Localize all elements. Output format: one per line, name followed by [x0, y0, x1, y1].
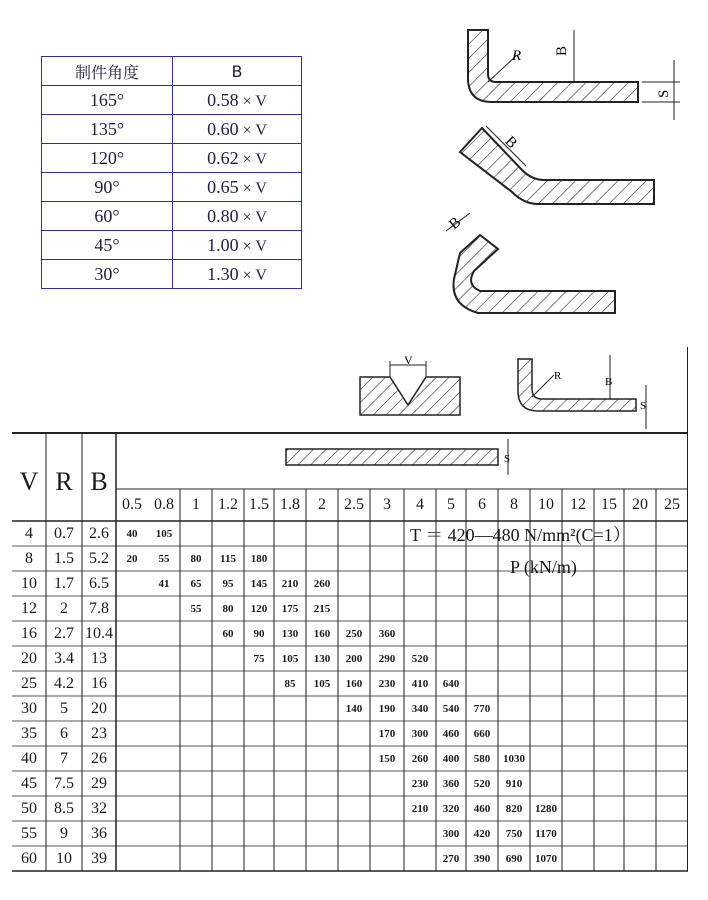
force-value-cell: 130	[313, 653, 331, 665]
row-v-cell: 10	[21, 575, 37, 592]
force-value-cell: 1280	[535, 803, 557, 815]
thickness-header: 2.5	[344, 496, 364, 513]
force-value-cell: 40	[126, 528, 138, 540]
thickness-header: 12	[570, 496, 586, 513]
row-v-cell: 20	[21, 650, 37, 667]
force-value-cell: 520	[473, 778, 491, 790]
force-value-cell: 160	[313, 628, 331, 640]
force-value-cell: 180	[250, 553, 268, 565]
thickness-header: 15	[601, 496, 617, 513]
force-value-cell: 660	[473, 728, 491, 740]
force-value-cell: 640	[442, 678, 460, 690]
row-v-cell: 45	[21, 775, 37, 792]
force-value-cell: 65	[190, 578, 202, 590]
row-b-cell: 7.8	[89, 600, 109, 617]
row-r-cell: 2.7	[54, 625, 74, 642]
bend-angle-table	[41, 56, 302, 289]
row-b-cell: 2.6	[89, 525, 109, 542]
header-b: B	[173, 57, 302, 86]
force-value-cell: 270	[442, 853, 460, 865]
row-r-cell: 2	[60, 600, 68, 617]
col-header-v: V	[19, 467, 39, 496]
angle-table-row	[42, 173, 302, 202]
svg-text:R: R	[554, 370, 562, 382]
svg-text:S: S	[640, 400, 647, 412]
svg-text:S: S	[656, 89, 672, 98]
force-value-cell: 690	[505, 853, 523, 865]
thickness-header: 5	[447, 496, 455, 513]
angle-cell: 90°	[42, 173, 173, 202]
svg-text:V: V	[404, 353, 413, 367]
multiplier-text: × V	[242, 179, 267, 197]
force-value-cell: 160	[345, 678, 363, 690]
force-value-cell: 55	[190, 603, 202, 615]
coefficient-cell	[173, 144, 302, 173]
svg-text:R: R	[512, 48, 522, 64]
thickness-header: 1.8	[280, 496, 300, 513]
thickness-header: 1.2	[218, 496, 238, 513]
force-value-cell: 750	[505, 828, 523, 840]
force-value-cell: 460	[473, 803, 491, 815]
force-value-cell: 190	[378, 703, 396, 715]
row-r-cell: 10	[56, 850, 72, 867]
coefficient-cell	[173, 86, 302, 115]
coefficient-cell	[173, 202, 302, 231]
thickness-header: 6	[478, 496, 486, 513]
force-value-cell: 145	[250, 578, 268, 590]
force-value-cell: 250	[345, 628, 363, 640]
row-b-cell: 6.5	[89, 575, 109, 592]
row-r-cell: 7	[60, 750, 68, 767]
multiplier-text: × V	[242, 266, 267, 284]
flange-drawing-middle	[452, 120, 662, 215]
force-value-cell: 360	[378, 628, 396, 640]
force-value-cell: 340	[411, 703, 429, 715]
tensile-strength-note: T ＝ 420—480 N/mm²(C=1）	[410, 525, 631, 545]
multiplier-text: × V	[242, 92, 267, 110]
force-value-cell: 230	[411, 778, 429, 790]
force-value-cell: 1030	[503, 753, 525, 765]
thickness-header: 1.5	[249, 496, 269, 513]
force-value-cell: 20	[126, 553, 138, 565]
thickness-header: 0.8	[154, 496, 174, 513]
angle-table-row	[42, 115, 302, 144]
force-value-cell: 540	[442, 703, 460, 715]
force-value-cell: 60	[222, 628, 234, 640]
svg-text:B: B	[501, 133, 520, 152]
force-value-cell: 95	[222, 578, 234, 590]
force-value-cell: 290	[378, 653, 396, 665]
angle-table-row	[42, 86, 302, 115]
row-b-cell: 13	[91, 650, 107, 667]
row-r-cell: 5	[60, 700, 68, 717]
angle-cell: 30°	[42, 260, 173, 289]
thickness-header: 8	[510, 496, 518, 513]
force-value-cell: 105	[281, 653, 299, 665]
force-value-cell: 770	[473, 703, 491, 715]
angle-cell: 45°	[42, 231, 173, 260]
coefficient-cell	[173, 173, 302, 202]
force-value-cell: 105	[313, 678, 331, 690]
force-value-cell: 460	[442, 728, 460, 740]
thickness-header: 0.5	[122, 496, 142, 513]
coefficient-cell	[173, 231, 302, 260]
row-r-cell: 7.5	[54, 775, 74, 792]
bend-drawing-small	[518, 355, 646, 429]
row-v-cell: 8	[25, 550, 33, 567]
row-r-cell: 0.7	[54, 525, 74, 542]
multiplier-text: × V	[242, 121, 267, 139]
row-v-cell: 60	[21, 850, 37, 867]
force-value-cell: 820	[505, 803, 523, 815]
force-value-cell: 260	[411, 753, 429, 765]
coefficient-cell	[173, 260, 302, 289]
force-value-cell: 80	[190, 553, 202, 565]
multiplier-text: × V	[242, 208, 267, 226]
force-value-cell: 170	[378, 728, 396, 740]
press-brake-force-table	[8, 347, 688, 883]
row-v-cell: 30	[21, 700, 37, 717]
force-value-cell: 1170	[535, 828, 557, 840]
force-value-cell: 130	[281, 628, 299, 640]
force-value-cell: 420	[473, 828, 491, 840]
force-value-cell: 300	[411, 728, 429, 740]
row-b-cell: 36	[91, 825, 107, 842]
angle-cell: 60°	[42, 202, 173, 231]
row-v-cell: 4	[25, 525, 33, 542]
svg-text:B: B	[605, 376, 613, 388]
force-value-cell: 105	[155, 528, 173, 540]
force-value-cell: 85	[284, 678, 296, 690]
thickness-header: 10	[538, 496, 554, 513]
flange-drawing-top	[450, 20, 690, 130]
force-value-cell: 120	[250, 603, 268, 615]
coefficient-value: 0.60	[207, 118, 239, 139]
force-value-cell: 215	[313, 603, 331, 615]
row-b-cell: 32	[91, 800, 107, 817]
sheet-thickness-drawing	[286, 439, 510, 475]
header-part-angle: 制件角度	[42, 57, 173, 86]
force-value-cell: 55	[158, 553, 170, 565]
svg-text:B: B	[554, 45, 570, 56]
row-r-cell: 6	[60, 725, 68, 742]
flange-drawing-bottom	[440, 205, 620, 320]
v-die-drawing	[360, 353, 460, 415]
thickness-header: 2	[318, 496, 326, 513]
angle-cell: 120°	[42, 144, 173, 173]
thickness-header: 25	[664, 496, 680, 513]
coefficient-value: 1.00	[207, 234, 239, 255]
force-value-cell: 260	[313, 578, 331, 590]
angle-table-row	[42, 202, 302, 231]
force-value-cell: 175	[281, 603, 299, 615]
row-v-cell: 40	[21, 750, 37, 767]
force-value-cell: 520	[411, 653, 429, 665]
force-value-cell: 1070	[535, 853, 557, 865]
angle-cell: 165°	[42, 86, 173, 115]
row-v-cell: 16	[21, 625, 37, 642]
force-value-cell: 80	[222, 603, 234, 615]
row-r-cell: 4.2	[54, 675, 74, 692]
coefficient-value: 1.30	[207, 263, 239, 284]
force-value-cell: 300	[442, 828, 460, 840]
row-b-cell: 10.4	[85, 625, 113, 642]
thickness-header: 1	[192, 496, 200, 513]
force-value-cell: 230	[378, 678, 396, 690]
force-value-cell: 115	[220, 553, 236, 565]
row-v-cell: 50	[21, 800, 37, 817]
row-r-cell: 9	[60, 825, 68, 842]
multiplier-text: × V	[242, 237, 267, 255]
force-unit-note: P (kN/m)	[510, 557, 577, 577]
row-v-cell: 12	[21, 600, 37, 617]
thickness-header: 3	[383, 496, 391, 513]
angle-table-row	[42, 231, 302, 260]
row-v-cell: 55	[21, 825, 37, 842]
row-r-cell: 1.5	[54, 550, 74, 567]
angle-table-row	[42, 260, 302, 289]
force-value-cell: 390	[473, 853, 491, 865]
row-b-cell: 5.2	[89, 550, 109, 567]
thickness-header: 20	[632, 496, 648, 513]
table-header-row	[42, 57, 302, 86]
coefficient-value: 0.80	[207, 205, 239, 226]
force-value-cell: 580	[473, 753, 491, 765]
force-value-cell: 150	[378, 753, 396, 765]
force-value-cell: 90	[253, 628, 265, 640]
force-value-cell: 210	[281, 578, 299, 590]
force-value-cell: 360	[442, 778, 460, 790]
col-header-r: R	[55, 467, 73, 496]
angle-table-row	[42, 144, 302, 173]
force-value-cell: 210	[411, 803, 429, 815]
row-b-cell: 26	[91, 750, 107, 767]
row-b-cell: 20	[91, 700, 107, 717]
coefficient-value: 0.58	[207, 89, 239, 110]
row-b-cell: 23	[91, 725, 107, 742]
coefficient-value: 0.65	[207, 176, 239, 197]
coefficient-value: 0.62	[207, 147, 239, 168]
row-r-cell: 1.7	[54, 575, 74, 592]
multiplier-text: × V	[242, 150, 267, 168]
row-b-cell: 39	[91, 850, 107, 867]
force-value-cell: 200	[345, 653, 363, 665]
col-header-b: B	[90, 467, 108, 496]
thickness-header: 4	[416, 496, 424, 513]
svg-text:S: S	[504, 453, 511, 465]
force-value-cell: 320	[442, 803, 460, 815]
force-value-cell: 910	[505, 778, 523, 790]
row-r-cell: 3.4	[54, 650, 74, 667]
coefficient-cell	[173, 115, 302, 144]
force-value-cell: 75	[253, 653, 265, 665]
svg-text:B: B	[446, 214, 465, 233]
row-b-cell: 29	[91, 775, 107, 792]
row-v-cell: 25	[21, 675, 37, 692]
row-v-cell: 35	[21, 725, 37, 742]
row-b-cell: 16	[91, 675, 107, 692]
force-value-cell: 400	[442, 753, 460, 765]
force-value-cell: 41	[158, 578, 170, 590]
angle-cell: 135°	[42, 115, 173, 144]
row-r-cell: 8.5	[54, 800, 74, 817]
force-value-cell: 140	[345, 703, 363, 715]
force-value-cell: 410	[411, 678, 429, 690]
